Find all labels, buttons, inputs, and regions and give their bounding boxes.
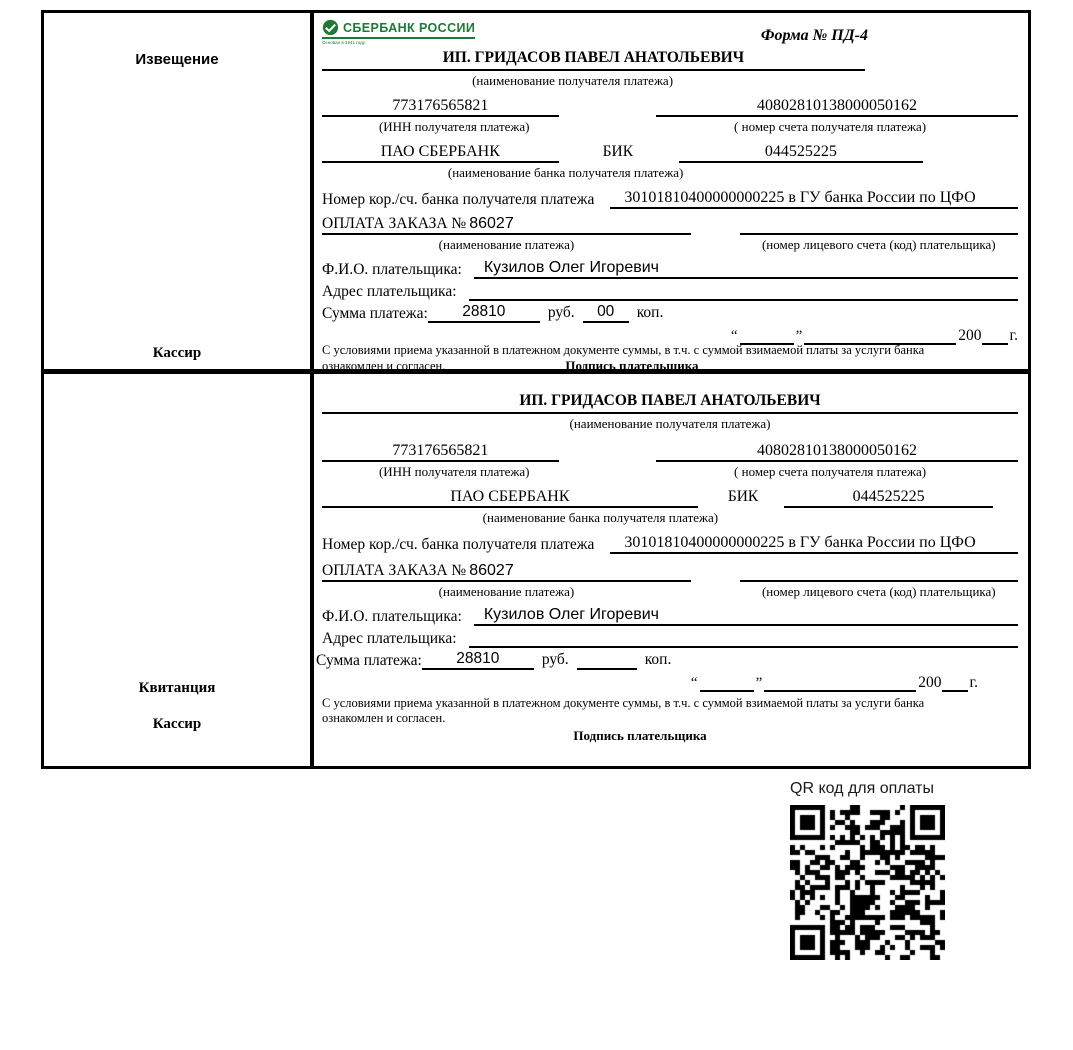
year-prefix: 200: [918, 674, 942, 691]
qr-caption: QR код для оплаты: [790, 780, 935, 797]
qr-payment-block: [790, 780, 945, 960]
kop-label: коп.: [636, 304, 664, 321]
qr-code-image: [790, 805, 945, 960]
date-year-field: [942, 690, 968, 692]
payee-account-field: 40802810138000050162: [656, 97, 1018, 117]
personal-account-caption: (номер лицевого счета (код) плательщика): [761, 237, 996, 252]
payee-account-field: 40802810138000050162: [656, 442, 1018, 462]
bank-name-caption: (наименование банка получателя платежа): [447, 165, 684, 180]
payee-name-field: ИП. ГРИДАСОВ ПАВЕЛ АНАТОЛЬЕВИЧ: [322, 392, 1018, 414]
corr-account-label: Номер кор./сч. банка получателя платежа: [322, 191, 595, 208]
agreement-line2: ознакомлен и согласен.: [322, 711, 446, 725]
year-suffix: г.: [1009, 327, 1018, 344]
bik-label: БИК: [727, 488, 759, 505]
payer-address-label: Адрес плательщика:: [322, 283, 457, 300]
form-number: Форма № ПД-4: [760, 27, 868, 44]
signature-label: Подпись плательщика: [573, 728, 707, 743]
close-quote: ”: [755, 675, 763, 691]
receipt-title: Квитанция: [138, 680, 216, 696]
payer-name-label: Ф.И.О. плательщика:: [322, 608, 462, 625]
year-suffix: г.: [969, 674, 978, 691]
purpose-prefix: ОПЛАТА ЗАКАЗА №: [322, 562, 467, 579]
date-month-field: [764, 690, 916, 692]
close-quote: ”: [795, 328, 803, 344]
purpose-caption: (наименование платежа): [438, 584, 575, 599]
order-number: 86027: [469, 562, 514, 579]
bik-label: БИК: [602, 143, 634, 160]
amount-kop-field: 00: [583, 303, 629, 323]
order-number: 86027: [469, 215, 514, 232]
sberbank-circle-icon: [322, 19, 339, 36]
sberbank-logo: [322, 19, 475, 45]
agreement-line1: С условиями приема указанной в платежном документе суммы, в т.ч. с суммой взимаемой платы за услуги банка: [322, 696, 925, 710]
cashier-label: Кассир: [152, 716, 202, 732]
purpose-prefix: ОПЛАТА ЗАКАЗА №: [322, 215, 467, 232]
bik-field: 044525225: [679, 143, 923, 163]
rub-label: руб.: [541, 651, 569, 668]
payee-inn-field: 773176565821: [322, 97, 559, 117]
agreement-text: [322, 343, 1018, 374]
notice-slip: [44, 13, 1028, 373]
amount-label: Сумма платежа:: [316, 652, 422, 669]
bank-name-field: ПАО СБЕРБАНК: [322, 143, 559, 163]
payment-purpose-field: [322, 562, 691, 582]
payment-purpose-field: [322, 215, 691, 235]
amount-rub-field: 28810: [428, 303, 540, 323]
payer-name-field: Кузилов Олег Игоревич: [474, 606, 1018, 626]
corr-account-field: 30101810400000000225 в ГУ банка России по ЦФО: [610, 534, 1018, 554]
payee-name-caption: (наименование получателя платежа): [472, 73, 674, 88]
inn-caption: (ИНН получателя платежа): [378, 464, 530, 479]
year-prefix: 200: [958, 327, 982, 344]
signature-label: Подпись плательщика: [565, 358, 699, 373]
notice-title: Извещение: [135, 51, 219, 68]
payer-name-field: Кузилов Олег Игоревич: [474, 259, 1018, 279]
pd4-form: [41, 10, 1031, 769]
agreement-line1: С условиями приема указанной в платежном документе суммы, в т.ч. с суммой взимаемой платы за услуги банка: [322, 343, 925, 357]
agreement-line2: ознакомлен и согласен.: [322, 359, 446, 373]
receipt-slip: [44, 369, 1028, 766]
amount-rub-field: 28810: [422, 650, 534, 670]
payer-address-label: Адрес плательщика:: [322, 630, 457, 647]
rub-label: руб.: [547, 304, 575, 321]
payee-name-field: ИП. ГРИДАСОВ ПАВЕЛ АНАТОЛЬЕВИЧ: [322, 49, 865, 71]
personal-account-field: [740, 580, 1018, 582]
agreement-text: [322, 696, 1018, 726]
kop-label: коп.: [644, 651, 672, 668]
notice-body: [314, 13, 1028, 373]
payee-name-caption: (наименование получателя платежа): [569, 416, 771, 431]
payee-inn-field: 773176565821: [322, 442, 559, 462]
corr-account-label: Номер кор./сч. банка получателя платежа: [322, 536, 595, 553]
corr-account-field: 30101810400000000225 в ГУ банка России по ЦФО: [610, 189, 1018, 209]
inn-caption: (ИНН получателя платежа): [378, 119, 530, 134]
bank-name-caption: (наименование банка получателя платежа): [482, 510, 719, 525]
personal-account-field: [740, 233, 1018, 235]
purpose-caption: (наименование платежа): [438, 237, 575, 252]
account-caption: ( номер счета получателя платежа): [734, 464, 927, 479]
receipt-body: [314, 374, 1028, 766]
receipt-left-column: [44, 374, 314, 766]
bank-logo-subtext: Основан в 1841 году: [322, 40, 366, 45]
notice-left-column: [44, 13, 314, 369]
bank-name-field: ПАО СБЕРБАНК: [322, 488, 698, 508]
personal-account-caption: (номер лицевого счета (код) плательщика): [761, 584, 996, 599]
amount-label: Сумма платежа:: [322, 305, 428, 322]
bik-field: 044525225: [784, 488, 993, 508]
open-quote: “: [690, 675, 698, 691]
cashier-label: Кассир: [152, 345, 202, 361]
account-caption: ( номер счета получателя платежа): [734, 119, 927, 134]
open-quote: “: [730, 328, 738, 344]
date-day-field: [700, 690, 754, 692]
bank-logo-text: СБЕРБАНК РОССИИ: [343, 20, 476, 35]
payer-name-label: Ф.И.О. плательщика:: [322, 261, 462, 278]
